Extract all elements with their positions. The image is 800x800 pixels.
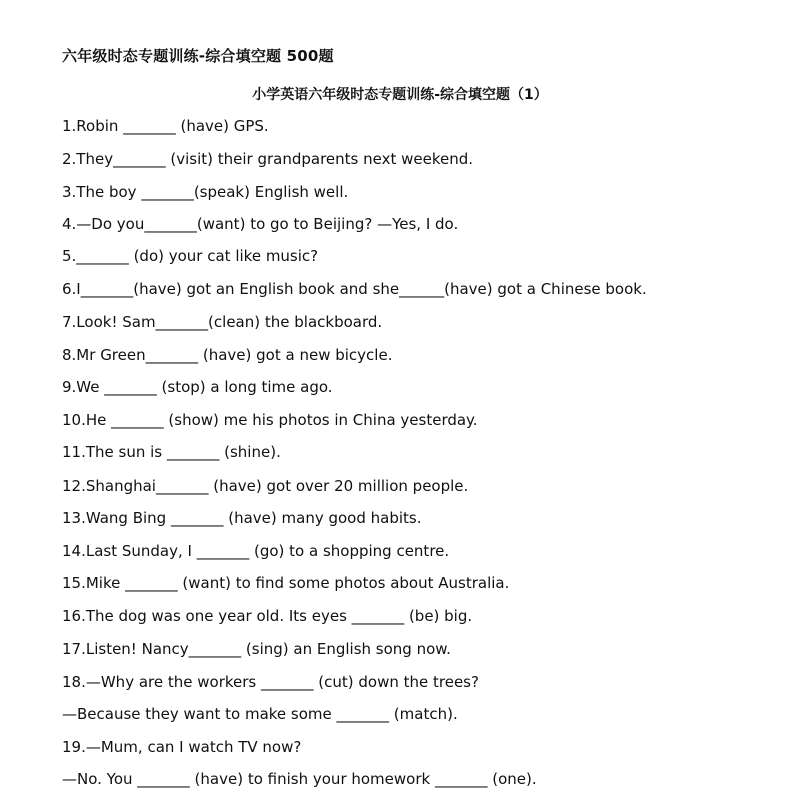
exercise-line-9: 9.We _______ (stop) a long time ago.: [62, 378, 333, 396]
exercise-line-1: 1.Robin _______ (have) GPS.: [62, 117, 269, 135]
exercise-line-16: 16.The dog was one year old. Its eyes _______ (be) big.: [62, 607, 473, 625]
exercise-line-2: 2.They_______ (visit) their grandparents next weekend.: [62, 150, 474, 168]
exercise-line-4: 4.—Do you_______(want) to go to Beijing? —Yes, I do.: [62, 215, 459, 233]
exercise-line-19: 19.—Mum, can I watch TV now?: [62, 738, 302, 756]
exercise-line-18-answer: —Because they want to make some _______ (match).: [62, 705, 458, 723]
exercise-line-12: 12.Shanghai_______ (have) got over 20 million people.: [62, 477, 469, 495]
exercise-line-17: 17.Listen! Nancy_______ (sing) an English song now.: [62, 640, 451, 658]
exercise-line-15: 15.Mike _______ (want) to find some photos about Australia.: [62, 574, 510, 592]
exercise-line-10: 10.He _______ (show) me his photos in China yesterday.: [62, 411, 478, 429]
exercise-line-19-answer: —No. You _______ (have) to finish your homework _______ (one).: [62, 770, 537, 788]
exercise-line-6: 6.I_______(have) got an English book and she______(have) got a Chinese book.: [62, 280, 647, 298]
exercise-line-3: 3.The boy _______(speak) English well.: [62, 183, 349, 201]
worksheet-title: 六年级时态专题训练-综合填空题 500题: [62, 47, 334, 65]
exercise-line-5: 5._______ (do) your cat like music?: [62, 247, 319, 265]
exercise-line-18: 18.—Why are the workers _______ (cut) down the trees?: [62, 673, 479, 691]
exercise-line-11: 11.The sun is _______ (shine).: [62, 443, 281, 461]
exercise-line-14: 14.Last Sunday, I _______ (go) to a shopping centre.: [62, 542, 450, 560]
exercise-line-8: 8.Mr Green_______ (have) got a new bicycle.: [62, 346, 393, 364]
worksheet-subtitle: 小学英语六年级时态专题训练-综合填空题（1）: [252, 87, 548, 103]
exercise-line-7: 7.Look! Sam_______(clean) the blackboard.: [62, 313, 383, 331]
exercise-line-13: 13.Wang Bing _______ (have) many good habits.: [62, 509, 422, 527]
